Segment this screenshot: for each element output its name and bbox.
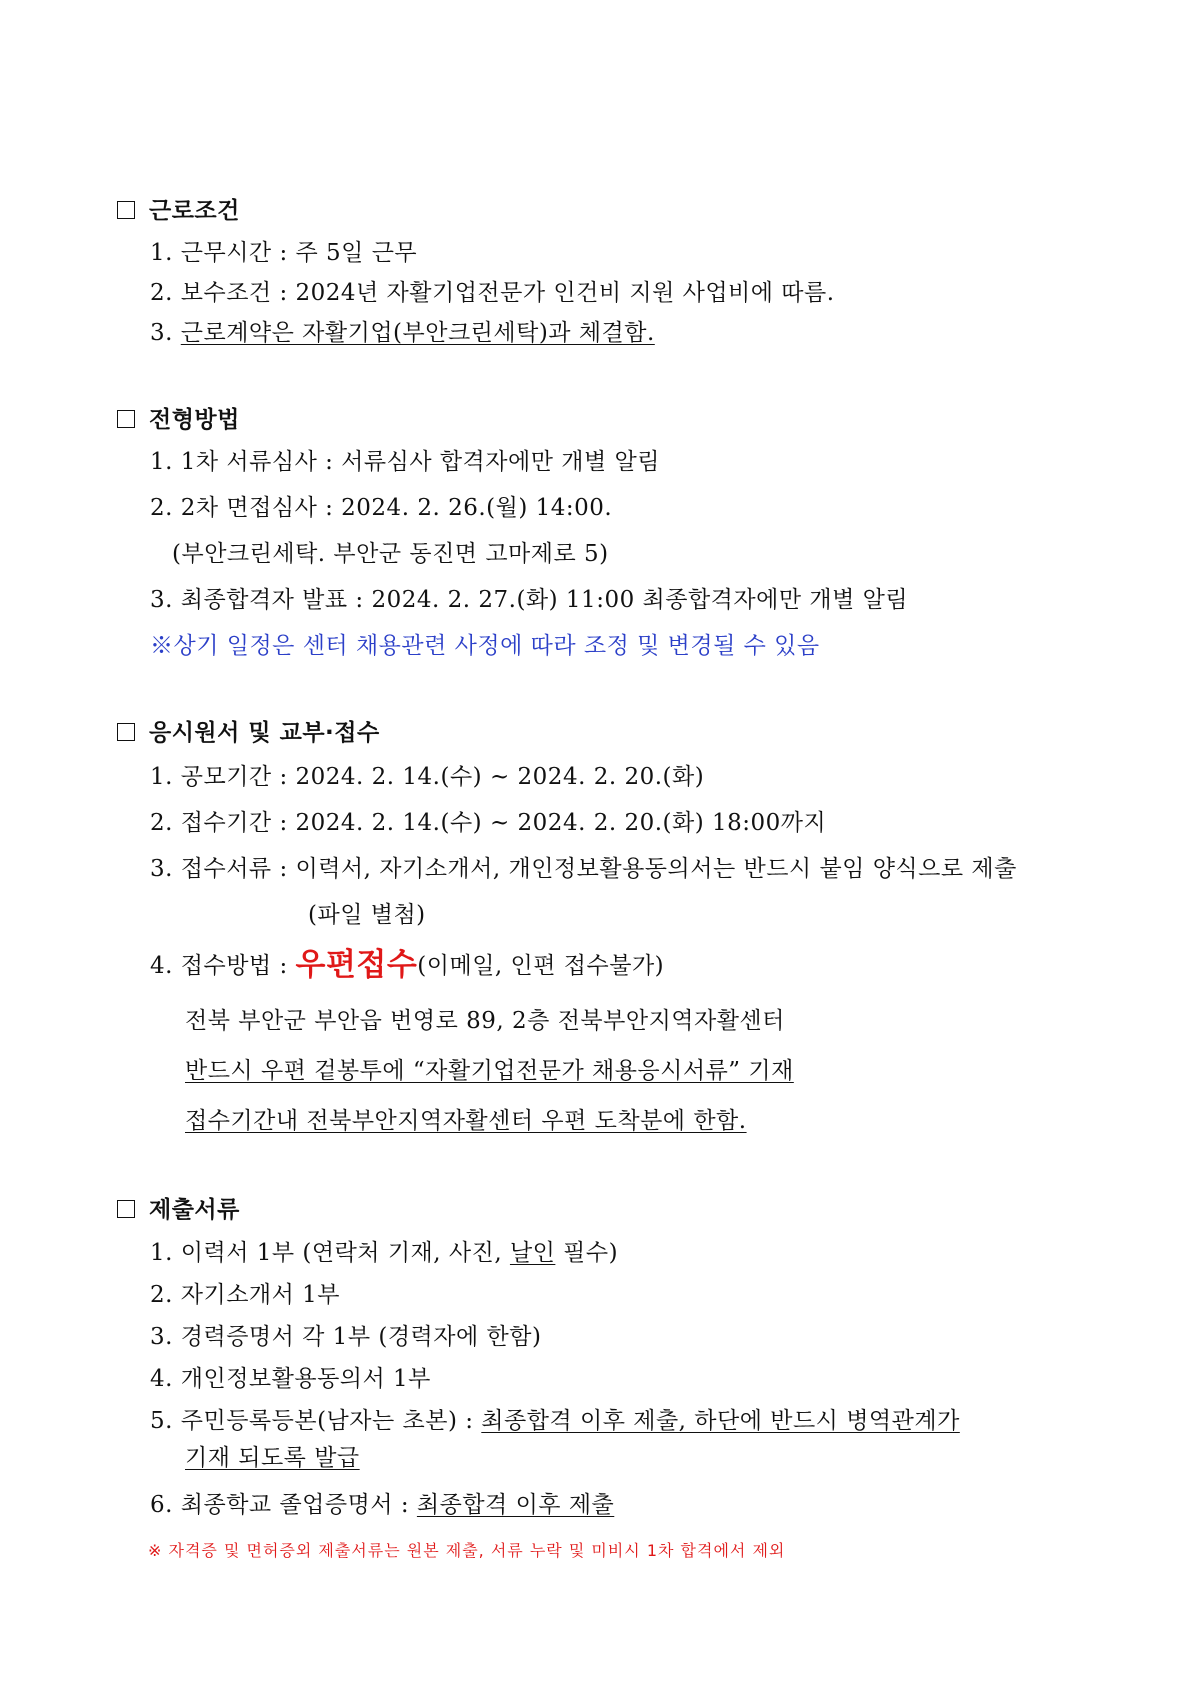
resident-registration-line-cont: 기재 되도록 발급 bbox=[185, 1445, 360, 1471]
reception-method-line: 4. 접수방법 : 우편접수(이메일, 인편 접수불가) bbox=[150, 947, 665, 983]
envelope-instruction-line: 반드시 우편 겉봉투에 “자활기업전문가 채용응시서류” 기재 bbox=[185, 1058, 794, 1084]
section-heading-application: 응시원서 및 교부·접수 bbox=[117, 718, 380, 748]
interview-location-line: (부안크린세탁. 부안군 동진면 고마제로 5) bbox=[172, 541, 609, 567]
reception-period-line: 2. 접수기간 : 2024. 2. 14.(수) ~ 2024. 2. 20.(화) 18:00까지 bbox=[150, 810, 827, 836]
graduation-certificate-line: 6. 최종학교 졸업증명서 : 최종합격 이후 제출 bbox=[150, 1492, 615, 1518]
required-forms-line: 3. 접수서류 : 이력서, 자기소개서, 개인정보활용동의서는 반드시 붙임 양식으로 제출 bbox=[150, 856, 1017, 882]
postal-only-emphasis: 우편접수 bbox=[295, 947, 418, 983]
checkbox-square-icon bbox=[117, 201, 135, 219]
final-announcement-line: 3. 최종합격자 발표 : 2024. 2. 27.(화) 11:00 최종합격자에만 개별 알림 bbox=[150, 587, 909, 613]
arrival-condition-line: 접수기간내 전북부안지역자활센터 우편 도착분에 한함. bbox=[185, 1108, 747, 1134]
self-introduction-line: 2. 자기소개서 1부 bbox=[150, 1282, 341, 1308]
contract-line: 3. 근로계약은 자활기업(부안크린세탁)과 체결함. bbox=[150, 320, 655, 346]
recruitment-period-line: 1. 공모기간 : 2024. 2. 14.(수) ~ 2024. 2. 20.(화) bbox=[150, 764, 705, 790]
checkbox-square-icon bbox=[117, 410, 135, 428]
document-screening-line: 1. 1차 서류심사 : 서류심사 합격자에만 개별 알림 bbox=[150, 449, 660, 475]
work-hours-line: 1. 근무시간 : 주 5일 근무 bbox=[150, 240, 418, 266]
mailing-address-line: 전북 부안군 부안읍 번영로 89, 2층 전북부안지역자활센터 bbox=[185, 1008, 785, 1034]
checkbox-square-icon bbox=[117, 1200, 135, 1218]
schedule-change-note: ※상기 일정은 센터 채용관련 사정에 따라 조정 및 변경될 수 있음 bbox=[150, 633, 820, 659]
section-heading-work-conditions: 근로조건 bbox=[117, 196, 240, 226]
original-documents-note: ※ 자격증 및 면허증외 제출서류는 원본 제출, 서류 누락 및 미비시 1차 합격에서 제외 bbox=[148, 1541, 786, 1560]
resume-line: 1. 이력서 1부 (연락처 기재, 사진, 날인 필수) bbox=[150, 1240, 619, 1266]
resident-registration-line: 5. 주민등록등본(남자는 초본) : 최종합격 이후 제출, 하단에 반드시 병역관계가 bbox=[150, 1408, 960, 1434]
interview-line: 2. 2차 면접심사 : 2024. 2. 26.(월) 14:00. bbox=[150, 495, 613, 521]
section-heading-documents: 제출서류 bbox=[117, 1195, 240, 1225]
section-heading-selection: 전형방법 bbox=[117, 405, 240, 435]
checkbox-square-icon bbox=[117, 723, 135, 741]
salary-line: 2. 보수조건 : 2024년 자활기업전문가 인건비 지원 사업비에 따름. bbox=[150, 280, 835, 306]
file-attached-line: (파일 별첨) bbox=[308, 902, 426, 928]
career-certificate-line: 3. 경력증명서 각 1부 (경력자에 한함) bbox=[150, 1324, 542, 1350]
privacy-consent-line: 4. 개인정보활용동의서 1부 bbox=[150, 1366, 431, 1392]
